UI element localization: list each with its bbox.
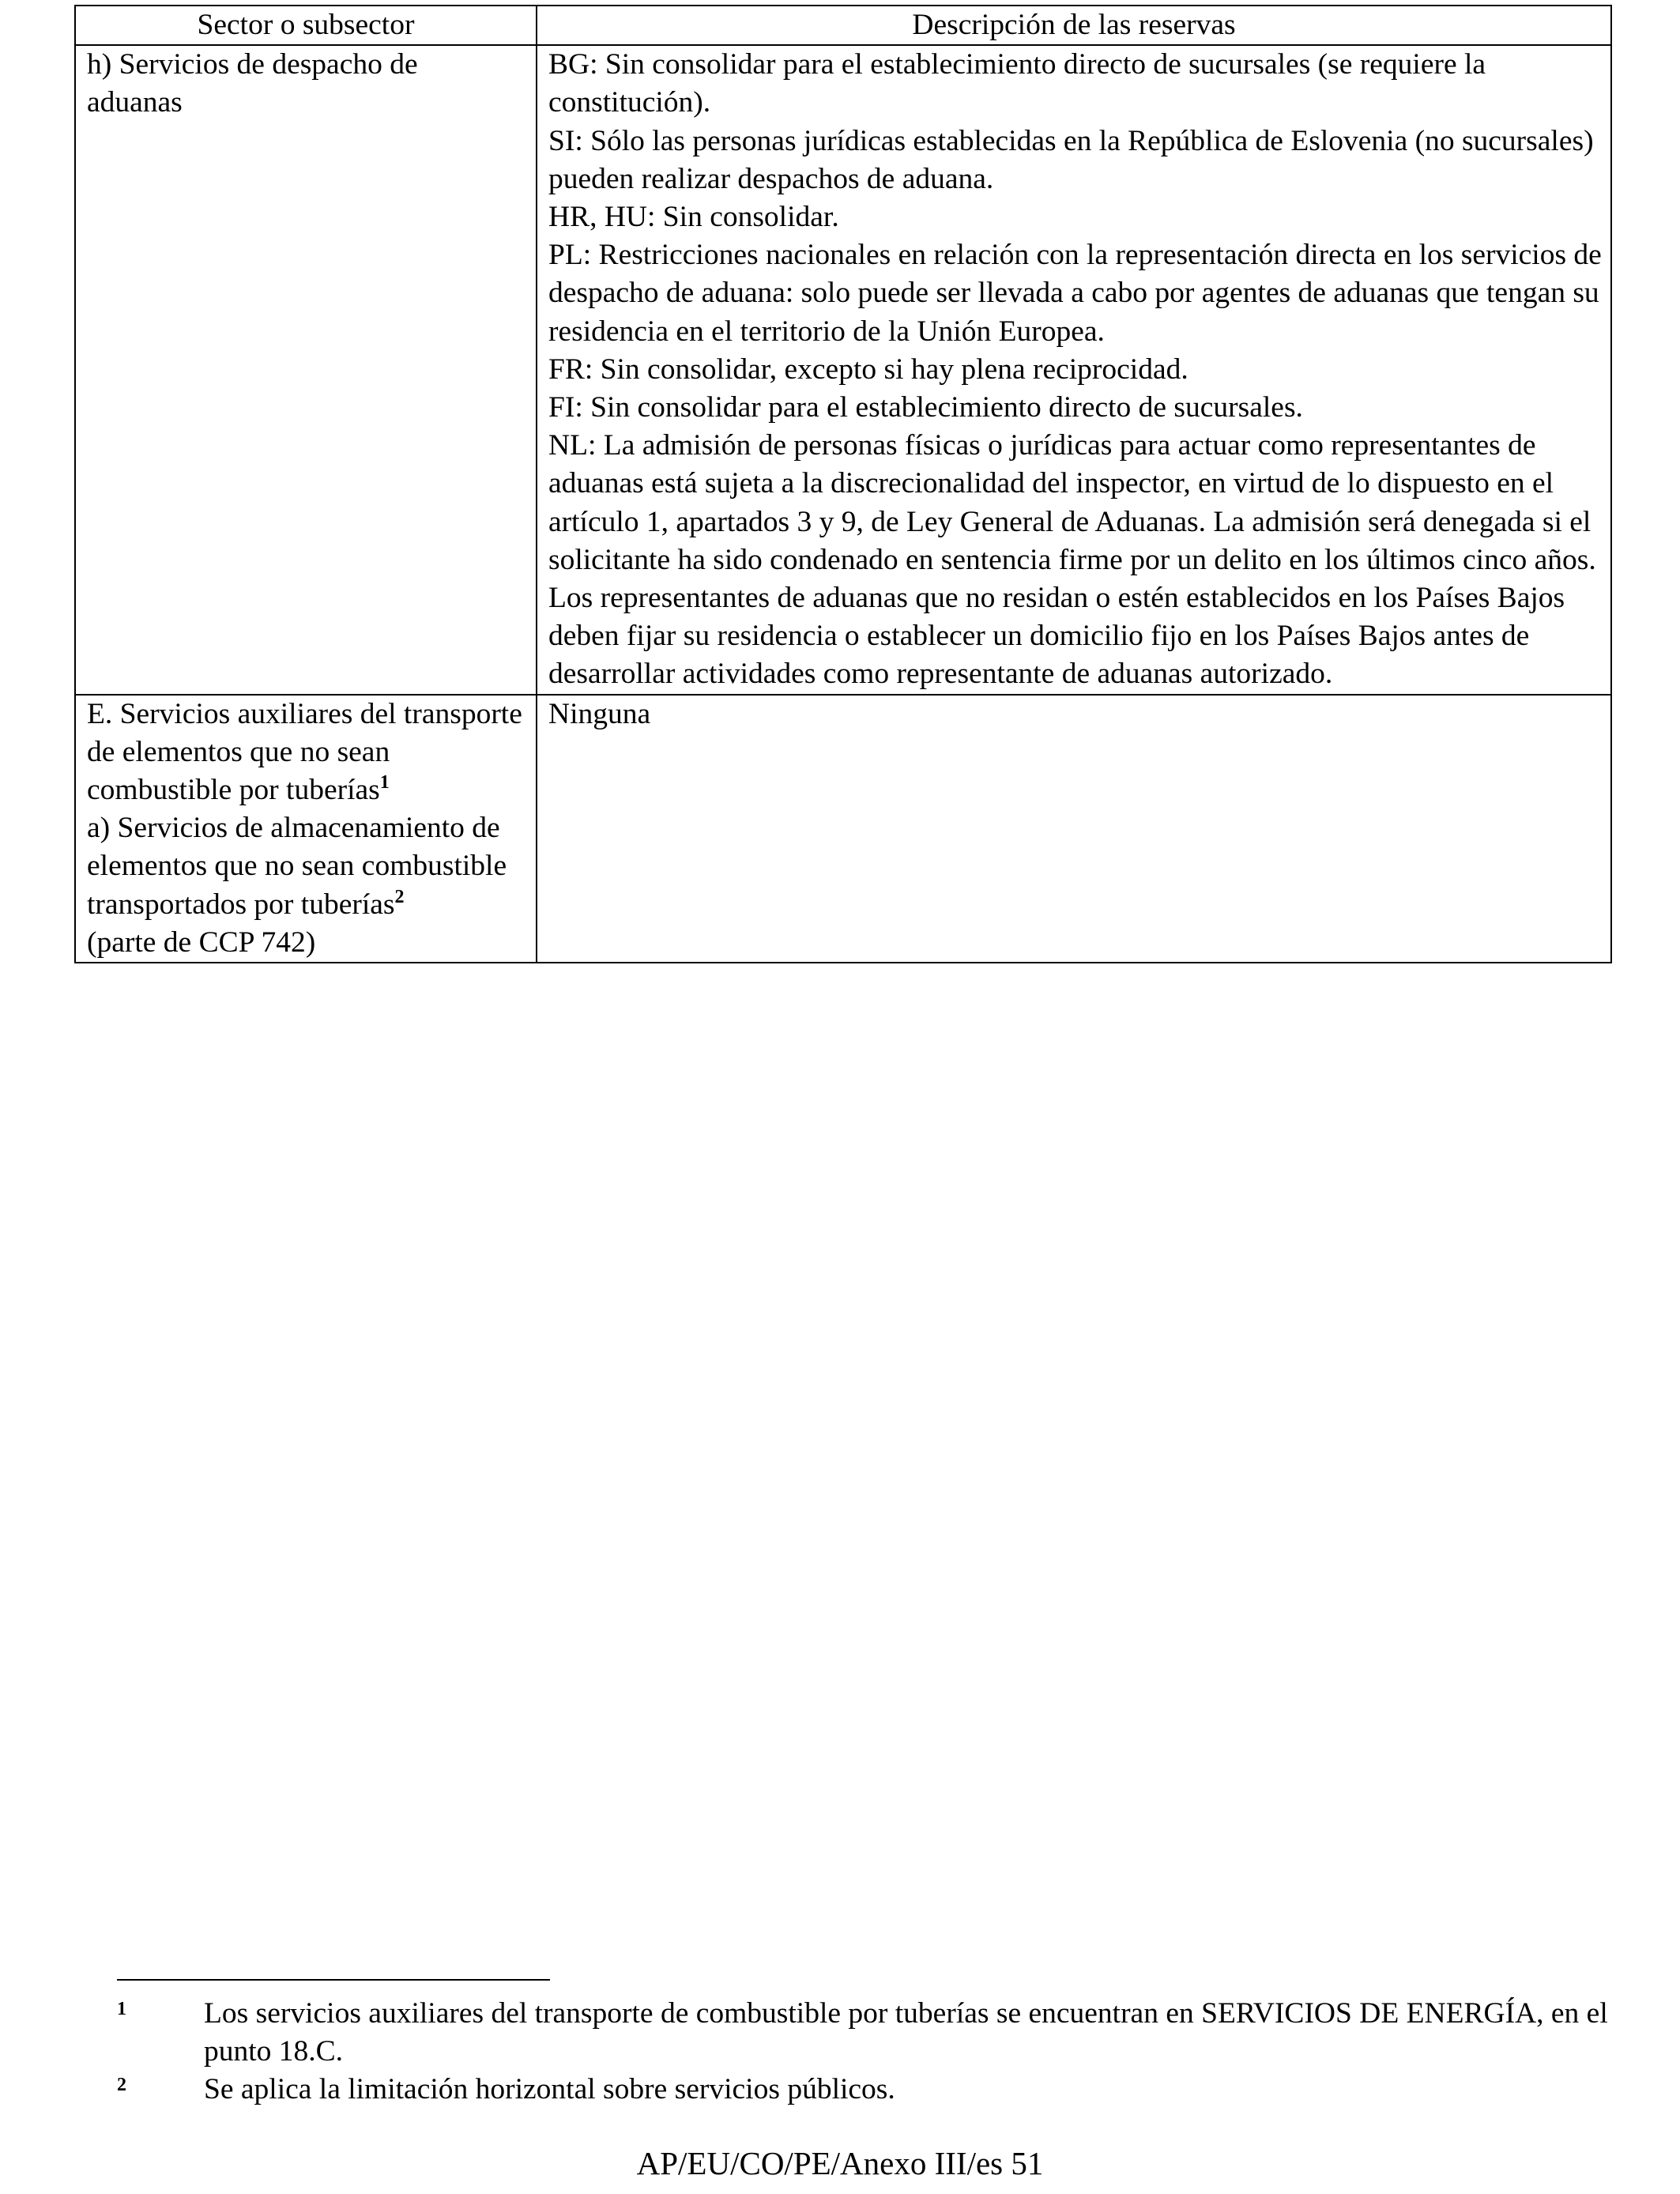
description-cell xyxy=(537,695,1611,963)
sector-e-line xyxy=(87,696,536,810)
reservation-nl: NL: La admisión de personas físicas o jurídicas para actuar como representantes de aduanas está sujeta a la discrecionalidad del inspector, en virtud de lo dispuesto en el artículo 1, apartados 3 y 9, de Ley General de Aduanas. La admisión será denegada si el solicitante ha sido condenado en sentencia firme por un delito en los últimos cinco años. Los representantes de aduanas que no residan o estén establecidos en los Países Bajos deben fijar su residencia o establecer un domicilio fijo en los Países Bajos antes de desarrollar actividades como representante de aduanas autorizado. xyxy=(548,429,1596,691)
reservation-pl: PL: Restricciones nacionales en relación con la representación directa en los servicios de despacho de aduana: solo puede ser llevada a cabo por agentes de aduanas que tengan su residencia en el territorio de la Unión Europea. xyxy=(548,239,1602,348)
footnote-number: 2 xyxy=(117,2075,126,2095)
footnote-number: 1 xyxy=(117,1999,126,2019)
sector-a-text: a) Servicios de almacenamiento de elementos que no sean combustible transportados por tuberías xyxy=(87,812,507,921)
reservation-fr: FR: Sin consolidar, excepto si hay plena reciprocidad. xyxy=(548,352,1188,386)
footnote-text: Los servicios auxiliares del transporte de combustible por tuberías se encuentran en SERVICIOS DE ENERGÍA, en el punto 18.C. xyxy=(204,1997,1608,2068)
footnote-ref-2[interactable]: 2 xyxy=(394,886,405,907)
footnote-text: Se aplica la limitación horizontal sobre servicios públicos. xyxy=(204,2073,895,2105)
description-cell xyxy=(537,45,1611,694)
sector-e-text: E. Servicios auxiliares del transporte de elementos que no sean combustible por tuberías xyxy=(87,697,522,807)
sector-cell xyxy=(75,45,537,694)
reservation-bg: BG: Sin consolidar para el establecimiento directo de sucursales (se requiere la constitución). xyxy=(548,48,1486,119)
table-header-row xyxy=(75,6,1611,45)
footnote-ref-1[interactable]: 1 xyxy=(379,772,390,794)
table-row xyxy=(75,45,1611,694)
reservation-si: SI: Sólo las personas jurídicas establecidas en la República de Eslovenia (no sucursales) pueden realizar despachos de aduana. xyxy=(548,124,1594,195)
reservation-hr-hu: HR, HU: Sin consolidar. xyxy=(548,201,839,234)
reservation-none: Ninguna xyxy=(548,697,651,730)
sector-line: aduanas xyxy=(87,86,183,119)
sector-a-line xyxy=(87,809,536,924)
table-row xyxy=(75,695,1611,963)
footnote-separator xyxy=(117,1979,550,1981)
sector-ccp: (parte de CCP 742) xyxy=(87,925,316,959)
reservation-fi: FI: Sin consolidar para el establecimiento directo de sucursales. xyxy=(548,391,1303,424)
reservations-table xyxy=(74,5,1612,963)
header-description: Descripción de las reservas xyxy=(537,6,1611,45)
sector-cell xyxy=(75,695,537,963)
page-footer: AP/EU/CO/PE/Anexo III/es 51 xyxy=(636,2145,1044,2181)
sector-line: h) Servicios de despacho de xyxy=(87,48,418,81)
header-sector: Sector o subsector xyxy=(75,6,537,45)
